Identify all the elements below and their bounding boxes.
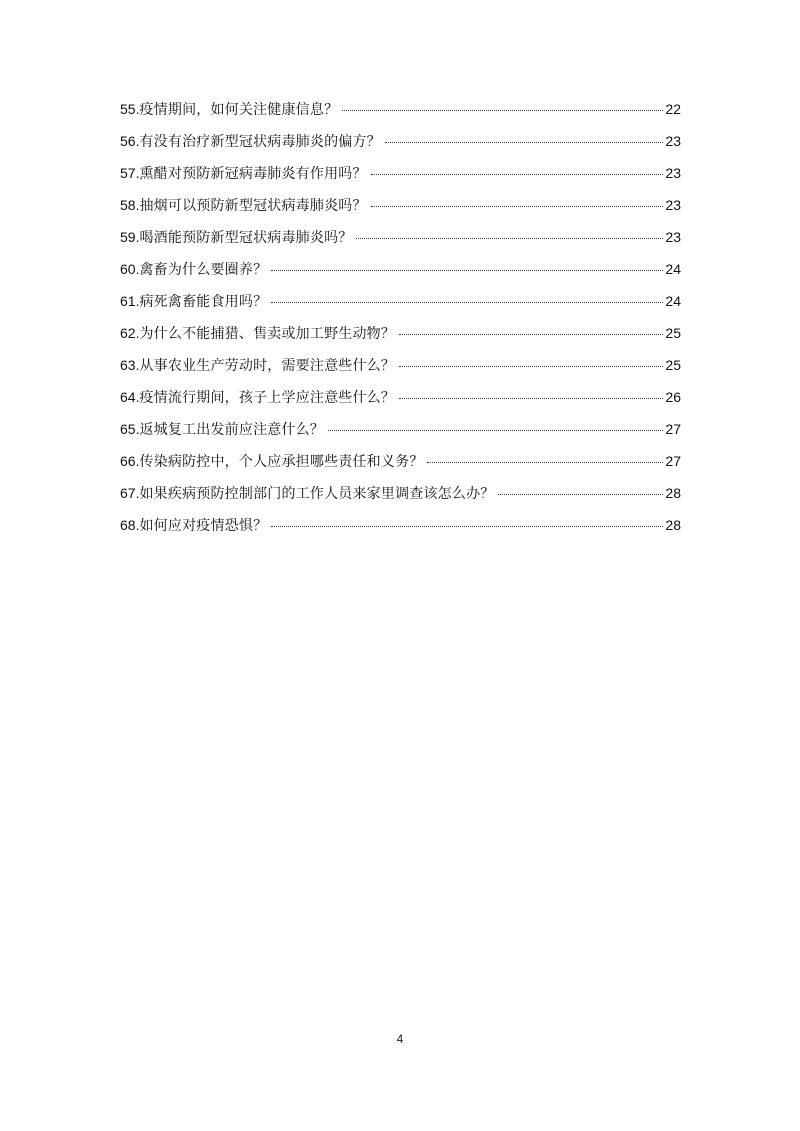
toc-entry-page: 23	[665, 197, 681, 213]
toc-entry-59[interactable]	[120, 225, 681, 257]
toc-entry-67[interactable]	[120, 481, 681, 513]
page-number: 4	[396, 1032, 404, 1046]
toc-entry-number: 68.	[120, 517, 140, 533]
toc-entry-number: 64.	[120, 389, 140, 405]
dot-leader	[371, 174, 664, 175]
toc-entry-title: 喝酒能预防新型冠状病毒肺炎吗？	[139, 230, 353, 246]
toc-entry-page: 28	[665, 517, 681, 533]
toc-entry-title: 传染病防控中，个人应承担哪些责任和义务？	[139, 454, 424, 470]
toc-entry-title: 如何应对疫情恐惧？	[139, 518, 268, 534]
toc-entry-page: 26	[665, 389, 681, 405]
toc-entry-page: 27	[665, 421, 681, 437]
toc-entry-page: 22	[665, 101, 681, 117]
dot-leader	[271, 302, 663, 303]
dot-leader	[271, 526, 663, 527]
toc-entry-55[interactable]	[120, 97, 681, 129]
toc-entry-61[interactable]	[120, 289, 681, 321]
dot-leader	[371, 206, 664, 207]
toc-entry-title: 熏醋对预防新冠病毒肺炎有作用吗？	[139, 166, 367, 182]
toc-entry-number: 61.	[120, 293, 140, 309]
toc-entry-page: 23	[665, 133, 681, 149]
toc-entry-page: 23	[665, 229, 681, 245]
toc-entry-66[interactable]	[120, 449, 681, 481]
dot-leader	[498, 494, 663, 495]
toc-entry-65[interactable]	[120, 417, 681, 449]
toc-entry-68[interactable]	[120, 513, 681, 545]
toc-entry-number: 65.	[120, 421, 140, 437]
toc-entry-number: 66.	[120, 453, 140, 469]
toc-entry-page: 28	[665, 485, 681, 501]
toc-entry-page: 27	[665, 453, 681, 469]
toc-entry-number: 62.	[120, 325, 140, 341]
dot-leader	[271, 270, 663, 271]
toc-entry-number: 56.	[120, 133, 140, 149]
dot-leader	[399, 366, 663, 367]
toc-entry-62[interactable]	[120, 321, 681, 353]
toc-entry-title: 禽畜为什么要圈养？	[139, 262, 268, 278]
toc-entry-page: 24	[665, 261, 681, 277]
toc-entry-number: 67.	[120, 485, 140, 501]
dot-leader	[399, 398, 663, 399]
dot-leader	[427, 462, 663, 463]
toc-entry-title: 有没有治疗新型冠状病毒肺炎的偏方？	[139, 134, 381, 150]
toc-entry-title: 抽烟可以预防新型冠状病毒肺炎吗？	[139, 198, 367, 214]
toc-entry-63[interactable]	[120, 353, 681, 385]
toc-entry-64[interactable]	[120, 385, 681, 417]
table-of-contents	[120, 97, 681, 545]
dot-leader	[385, 142, 664, 143]
toc-entry-page: 25	[665, 357, 681, 373]
toc-entry-57[interactable]	[120, 161, 681, 193]
dot-leader	[342, 110, 663, 111]
toc-entry-number: 58.	[120, 197, 140, 213]
toc-entry-58[interactable]	[120, 193, 681, 225]
toc-entry-number: 55.	[120, 101, 140, 117]
toc-entry-title: 从事农业生产劳动时，需要注意些什么？	[139, 358, 396, 374]
toc-entry-title: 病死禽畜能食用吗？	[139, 294, 268, 310]
toc-entry-title: 如果疾病预防控制部门的工作人员来家里调查该怎么办？	[139, 486, 495, 502]
dot-leader	[356, 238, 663, 239]
toc-entry-title: 疫情流行期间，孩子上学应注意些什么？	[139, 390, 396, 406]
toc-entry-page: 23	[665, 165, 681, 181]
toc-entry-56[interactable]	[120, 129, 681, 161]
toc-entry-number: 60.	[120, 261, 140, 277]
toc-entry-number: 57.	[120, 165, 140, 181]
toc-entry-number: 59.	[120, 229, 140, 245]
toc-entry-page: 25	[665, 325, 681, 341]
dot-leader	[399, 334, 663, 335]
toc-entry-page: 24	[665, 293, 681, 309]
toc-entry-60[interactable]	[120, 257, 681, 289]
toc-entry-title: 为什么不能捕猎、售卖或加工野生动物？	[139, 326, 396, 342]
toc-entry-number: 63.	[120, 357, 140, 373]
toc-entry-title: 返城复工出发前应注意什么？	[139, 422, 325, 438]
dot-leader	[328, 430, 663, 431]
toc-entry-title: 疫情期间，如何关注健康信息？	[139, 102, 339, 118]
